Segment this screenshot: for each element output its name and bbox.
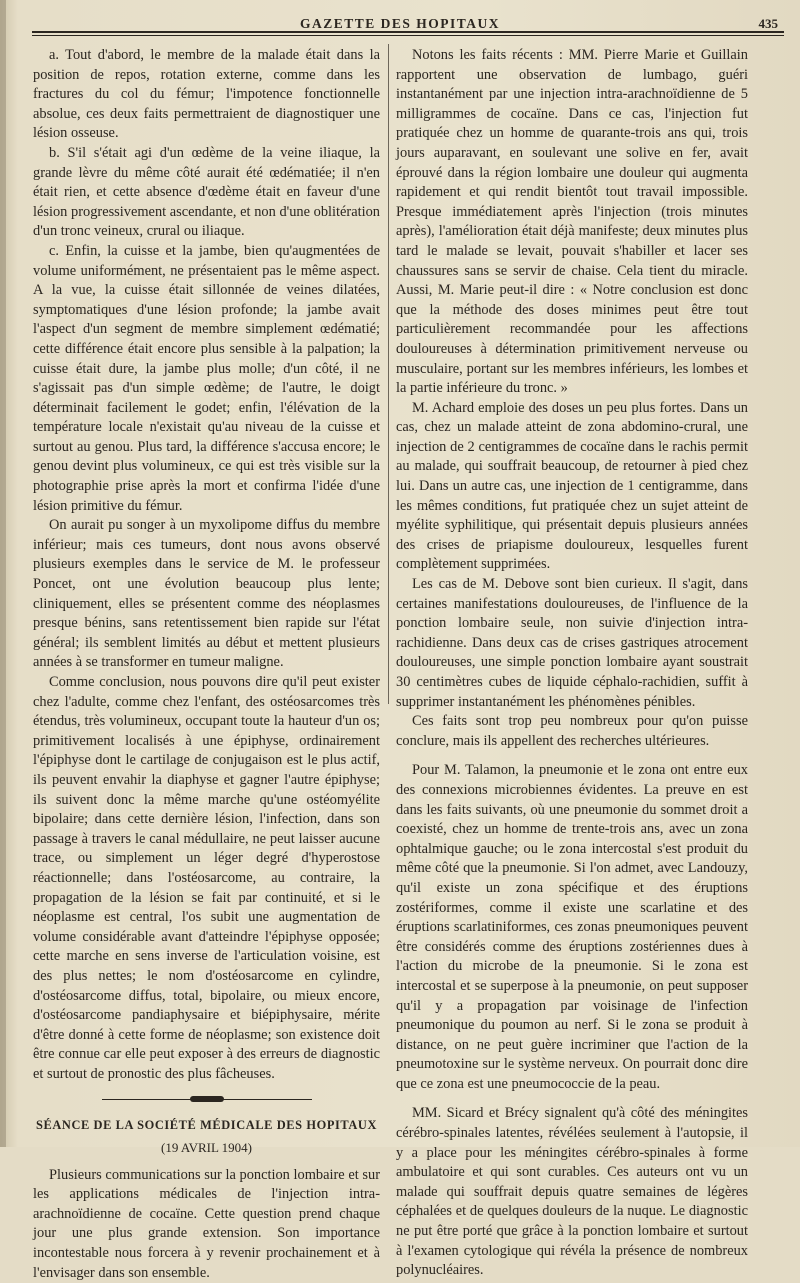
binding-edge	[0, 0, 6, 1147]
paragraph: Les cas de M. Debove sont bien curieux. Il s'agit, dans certaines manifestations douloureuses, de l'influence de la ponction lombaire seule, non suivie d'injection intra-rachidienne. Dans deux cas de crises gastriques atrocement douloureuses, une simple ponction lombaire ayant soustrait 30 centimètres cubes de liquide céphalo-rachidien, suffit à supprimer instantanément les phénomènes pénibles.	[396, 576, 748, 710]
paragraph: Notons les faits récents : MM. Pierre Marie et Guillain rapportent une observation de lumbago, guéri instantanément par une injection intra-arachnoïdienne de 5 milligrammes de cocaïne. Dans ce cas, l'injection fut pratiquée chez un homme de quarante-trois ans qui, trois jours auparavant, en soulevant une solive en fer, avait éprouvé dans la région lombaire une douleur qui augmenta rapidement et qui rendit bientôt tout travail impossible. Presque immédiatement après l'injection (trois minutes après), l'amélioration était déjà manifeste; deux minutes plus tard le malade se levait, pouvait s'habiller et lacer ses chaussures sans se servir de chaise. Cela tient du miracle. Aussi, M. Marie peut-il dire : « Notre conclusion est donc que la méthode des doses minimes peut être tout particulièrement recommandée pour les affections douloureuses à détermination primitivement nerveuse ou musculaire, portant sur les membres inférieurs, les lombes et la partie inférieure du tronc. »	[396, 47, 748, 397]
paragraph: Pour M. Talamon, la pneumonie et le zona ont entre eux des connexions microbiennes évidentes. La preuve en est dans les faits suivants, où une pneumonie du sommet droit a coexisté, chez un homme de trente-trois ans, avec un zona ophtalmique gauche; ou le zona intercostal s'est produit du même côté que la pneumonie. Si l'on admet, avec Landouzy, qu'il existe un zona spécifique et des éruptions zostériformes, comme il existe une scarlatine et des éruptions scarlatiniformes, ces zonas pneumoniques peuvent être considérés comme des éruptions zostériennes dues à l'action du microbe de la pneumonie. Si le zona est intercostal et se superpose à la pneumonie, on peut supposer qu'il y a propagation par voisinage de l'infection pneumonique du poumon au nerf. Si le zona se produit à distance, on ne peut guère incriminer que l'action de la pneumotoxine sur le système nerveux. On pourrait donc dire que ce zona est une pneumococcie de la peau.	[396, 762, 748, 1092]
paragraph: MM. Sicard et Brécy signalent qu'à côté des méningites cérébro-spinales latentes, révélées seulement à l'autopsie, il y a place pour les méningites cérébro-spinales à forme ambulatoire et qui sont curables. Ces auteurs ont vu un malade qui souffrait depuis quatre semaines de légères céphalées et de quelques douleurs de la nuque. Le diagnostic ne put être porté que grâce à la ponction lombaire et surtout à l'examen cytologique qui révéla la présence de nombreux polynucléaires.	[396, 1105, 748, 1279]
paragraph: b. S'il s'était agi d'un œdème de la veine iliaque, la grande lèvre du même côté aurait été œdématiée; il n'en était rien, et cette absence d'œdème était en faveur d'une lésion progressivement ascendante, et non d'une oblitération d'un tronc veineux, crural ou iliaque.	[33, 144, 380, 240]
paragraph: M. Achard emploie des doses un peu plus fortes. Dans un cas, chez un malade atteint de zona abdomino-crural, une injection de 2 centigrammes de cocaïne dans le rachis permit au malade, qui souffrait beaucoup, de retourner à pied chez lui. Dans un autre cas, une injection de 1 centigramme, dans les mêmes conditions, fut pratiquée chez un sujet atteint de myélite syphilitique, qui présentait depuis plusieurs années des crises de priapisme douloureux, lesquelles furent complètement supprimées.	[396, 399, 748, 573]
paragraph: Plusieurs communications sur la ponction lombaire et sur les applications médicales de l'injection intra-arachnoïdienne de cocaïne. Cette question prend chaque jour une plus grande extension. Son importance incontestable nous forcera à y revenir prochainement et à l'envisager dans son ensemble.	[33, 1166, 380, 1281]
left-column	[33, 46, 380, 1283]
section-heading: SÉANCE DE LA SOCIÉTÉ MÉDICALE DES HOPITAUX	[36, 1118, 377, 1133]
section-divider-ornament	[102, 1096, 312, 1104]
right-column	[396, 46, 748, 1281]
header-rule-thin	[32, 35, 784, 36]
paragraph: Comme conclusion, nous pouvons dire qu'il peut exister chez l'adulte, comme chez l'enfant, des ostéosarcomes très étendus, très volumineux, occupant toute la hauteur d'un os; primitivement localisés à une épiphyse, ordinairement l'épiphyse dont le cartilage de conjugaison est le plus actif, ils peuvent envahir la diaphyse et gagner l'autre épiphyse; ils suivent donc la même marche qu'une ostéomyélite bipolaire; dans cette dernière lésion, l'infection, dans son passage à travers le canal médullaire, ne peut laisser aucune trace, ou simplement un léger degré d'hyperostose réactionnelle; dans l'ostéosarcome, au contraire, la propagation de la lésion se fait par continuité, et si le néoplasme est central, l'os subit une augmentation de volume considérable avant d'atteindre l'épiphyse opposée; cette marche en sens inverse de l'articulation voisine, est des plus nettes; le nom d'ostéosarcome en cylindre, d'ostéosarcome diffus, total, bipolaire, ou mieux encore, d'ostéosarcome pandiaphysaire et biépiphysaire, mérite d'être donné à cette forme de néoplasme; son existence doit être connue car elle peut exposer à des erreurs de diagnostic et surtout de pronostic des plus fâcheuses.	[33, 674, 380, 1082]
paragraph: Ces faits sont trop peu nombreux pour qu'on puisse conclure, mais ils appellent des recherches ultérieures.	[396, 713, 748, 749]
column-divider	[388, 44, 389, 704]
journal-title: GAZETTE DES HOPITAUX	[299, 16, 501, 31]
paragraph: c. Enfin, la cuisse et la jambe, bien qu'augmentées de volume uniformément, ne présentaient pas le même aspect. A la vue, la cuisse était sillonnée de veines dilatées, symptomatiques d'une lésion profonde; la jambe avait l'aspect d'un segment de membre simplement œdématié; cette différence était encore plus sensible à la palpation; la cuisse était dure, la jambe plus molle; d'un côté, il ne s'agissait pas d'un simple œdème; de l'autre, le doigt déterminait facilement le godet; enfin, l'élévation de la température locale n'existait qu'au niveau de la cuisse et surtout au genou. Plus tard, la différence s'accusa encore; le genou devint plus volumineux, ce qui est très visible sur la photographie prise après la mort et confirma l'idée d'une lésion primitive du fémur.	[33, 242, 380, 514]
paragraph: a. Tout d'abord, le membre de la malade était dans la position de repos, rotation externe, comme dans les fractures du col du fémur; l'impotence fonctionnelle absolue, ces deux faits permettraient de diagnostiquer une lésion osseuse.	[33, 47, 380, 142]
page-number: 435	[758, 16, 778, 31]
paragraph: On aurait pu songer à un myxolipome diffus du membre inférieur; mais ces tumeurs, dont nous avons observé plusieurs exemples dans le service de M. le professeur Poncet, ont une évolution beaucoup plus lente; cliniquement, elles se présentent comme des néoplasmes presque bénins, sans retentissement bien rapide sur l'état général; ils semblent limités au début et mettent plusieurs années à se transformer en tumeur maligne.	[33, 517, 380, 671]
section-date: (19 AVRIL 1904)	[161, 1140, 252, 1156]
header-rule	[32, 31, 784, 33]
